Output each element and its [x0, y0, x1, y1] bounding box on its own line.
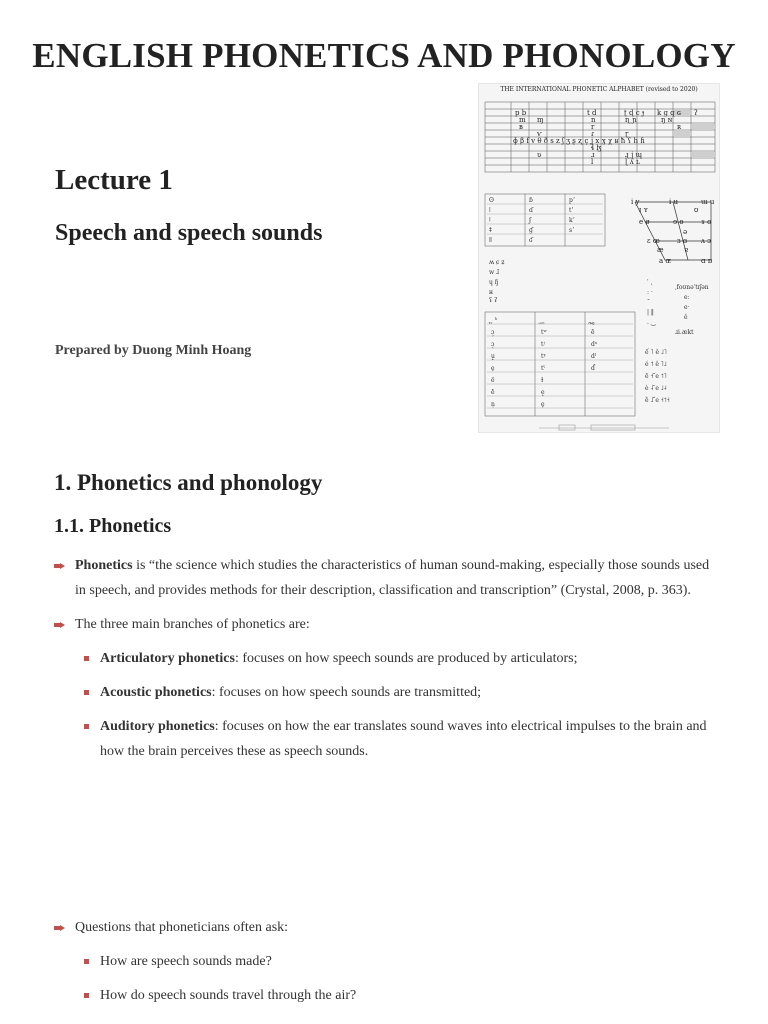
definition-term: Phonetics — [75, 558, 133, 573]
svg-text:ʛ: ʛ — [529, 237, 533, 244]
svg-text:æ: æ — [657, 246, 664, 254]
svg-text:w ɺ: w ɺ — [489, 269, 500, 276]
svg-text:n̩: n̩ — [491, 401, 495, 408]
svg-text:ɪ ʏ: ɪ ʏ — [639, 206, 649, 214]
lecture-subtitle: Speech and speech sounds — [55, 220, 323, 246]
svg-text:e̽: e̽ — [491, 389, 495, 396]
svg-text:ë: ë — [491, 377, 495, 384]
svg-text:pʼ: pʼ — [569, 197, 575, 204]
svg-text:tʷ: tʷ — [541, 329, 547, 336]
bullet-square-icon — [84, 724, 89, 729]
svg-text:ɾ: ɾ — [591, 130, 595, 138]
svg-text:ɗ: ɗ — [529, 207, 534, 214]
subsection-heading: 1.1. Phonetics — [54, 515, 172, 537]
bullet-square-icon — [84, 690, 89, 695]
svg-text:ɘ ɵ: ɘ ɵ — [673, 218, 684, 226]
svg-text:ē ˧ ᷄e ˦˥: ē ˧ ᷄e ˦˥ — [645, 373, 667, 380]
svg-text:ˌfoʊnəˈtɪʃən: ˌfoʊnəˈtɪʃən — [675, 284, 709, 291]
svg-text:ɬ ɮ: ɬ ɮ — [591, 144, 602, 152]
svg-text:ɫ: ɫ — [541, 377, 544, 384]
branch-item-auditory — [100, 714, 750, 764]
svg-text:tʼ: tʼ — [569, 207, 574, 214]
svg-text:ȅ ˩ ᷈e ˧˦˧: ȅ ˩ ᷈e ˧˦˧ — [645, 397, 670, 404]
branch-term: Auditory phonetics — [100, 719, 215, 734]
svg-text:ɳ ɲ: ɳ ɲ — [625, 116, 637, 124]
svg-text:eː: eː — [684, 294, 690, 301]
svg-text:ː ˑ: ː ˑ — [647, 289, 653, 296]
svg-text:ế ˥ ě ˩˥: ế ˥ ě ˩˥ — [645, 349, 667, 356]
svg-text:ɤ o: ɤ o — [701, 218, 712, 226]
svg-text:ǃ: ǃ — [489, 217, 491, 224]
svg-text:ɨ ʉ: ɨ ʉ — [669, 198, 678, 206]
svg-text:ʀ: ʀ — [677, 123, 682, 131]
svg-text:̪ ̺ ̻: ̪ ̺ ̻ — [591, 317, 595, 324]
svg-text:m: m — [519, 116, 526, 124]
branch-description-line2: how the brain perceives these as speech sounds. — [100, 744, 369, 759]
svg-text:ʄ: ʄ — [529, 217, 532, 224]
svg-text:ʔ: ʔ — [694, 109, 698, 117]
bullet-arrow-icon — [54, 622, 65, 628]
branch-term: Articulatory phonetics — [100, 651, 235, 666]
svg-text:| ‖: | ‖ — [647, 309, 654, 316]
svg-text:ɓ: ɓ — [529, 197, 533, 204]
questions-intro: Questions that phoneticians often ask: — [75, 920, 289, 935]
svg-text:ʙ: ʙ — [519, 123, 523, 131]
svg-text:ɔ̹: ɔ̹ — [491, 329, 495, 336]
svg-text:ɥ ɧ: ɥ ɧ — [489, 279, 499, 286]
author-credit: Prepared by Duong Minh Hoang — [55, 343, 252, 358]
branches-intro: The three main branches of phonetics are: — [75, 617, 310, 632]
svg-text:ɯ u: ɯ u — [701, 198, 715, 206]
svg-text:è ˨ ᷅e ˩˨: è ˨ ᷅e ˩˨ — [645, 385, 667, 392]
svg-text:ʈ ɖ c ɟ: ʈ ɖ c ɟ — [624, 109, 645, 117]
svg-text:ɑ ɒ: ɑ ɒ — [701, 257, 713, 265]
svg-text:ɹ: ɹ — [591, 151, 595, 159]
svg-text:ɠ: ɠ — [529, 227, 534, 234]
svg-text:r: r — [591, 123, 595, 131]
svg-text:̤ ̰ ̼: ̤ ̰ ̼ — [541, 317, 545, 324]
svg-text:t d: t d — [587, 109, 597, 117]
svg-text:ŋ ɴ: ŋ ɴ — [661, 116, 673, 124]
svg-text:tˤ: tˤ — [541, 365, 546, 372]
ipa-chart-graphic — [479, 84, 719, 432]
svg-text:ɹi.ækt: ɹi.ækt — [675, 329, 694, 336]
svg-text:sʼ: sʼ — [569, 227, 574, 234]
svg-text:ʊ: ʊ — [694, 206, 699, 214]
lecture-number: Lecture 1 — [55, 164, 173, 196]
svg-text:ɐ: ɐ — [684, 246, 689, 254]
definition-text-line2: in speech, and provides methods for their description, classification and transcription” (Crystal, 2008, p. 363). — [75, 583, 691, 598]
svg-text:ɔ̜: ɔ̜ — [491, 341, 495, 348]
svg-text:ǂ: ǂ — [489, 227, 492, 234]
svg-text:e̠: e̠ — [491, 365, 495, 372]
svg-text:e ø: e ø — [639, 218, 650, 226]
svg-text:ʘ: ʘ — [489, 197, 494, 204]
svg-text:l: l — [591, 158, 594, 166]
svg-text:n: n — [591, 116, 596, 124]
svg-text:ẽ: ẽ — [591, 329, 595, 336]
svg-text:p b: p b — [515, 109, 527, 117]
svg-text:ɭ ʎ ʟ: ɭ ʎ ʟ — [625, 158, 640, 166]
svg-text:ˈ ˌ: ˈ ˌ — [647, 279, 653, 286]
svg-text:ǀ: ǀ — [489, 207, 491, 214]
svg-text:ɻ j ɰ: ɻ j ɰ — [625, 151, 643, 159]
bullet-arrow-icon — [54, 563, 65, 569]
branch-term: Acoustic phonetics — [100, 685, 212, 700]
svg-text:. ‿: . ‿ — [647, 319, 656, 326]
svg-text:e̞: e̞ — [541, 401, 545, 408]
svg-text:u̟: u̟ — [491, 353, 495, 360]
svg-text:eˑ: eˑ — [684, 304, 690, 311]
svg-text:k ɡ q ɢ: k ɡ q ɢ — [657, 109, 681, 117]
bullet-square-icon — [84, 959, 89, 964]
bullet-arrow-icon — [54, 925, 65, 931]
svg-text:e̝: e̝ — [541, 389, 545, 396]
svg-text:˘: ˘ — [647, 299, 650, 306]
svg-text:ɛ œ: ɛ œ — [647, 237, 660, 245]
branch-item-articulatory — [100, 646, 577, 671]
question-item: How are speech sounds made? — [100, 954, 272, 969]
svg-text:tʲ: tʲ — [541, 341, 545, 348]
svg-text:ɱ: ɱ — [537, 116, 544, 124]
svg-text:ʜ: ʜ — [489, 289, 493, 296]
question-item: How do speech sounds travel through the air? — [100, 988, 357, 1003]
svg-text:ɸ β f v θ ð s z ʃ ʒ ʂ ʐ ç ʝ x: ɸ β f v θ ð s z ʃ ʒ ʂ ʐ ç ʝ x ɣ χ ʁ ħ ʕ h ɦ — [513, 137, 645, 145]
definition-paragraph — [75, 553, 745, 603]
branch-description: : focuses on how the ear translates sound waves into electrical impulses to the brain and — [214, 719, 707, 734]
branch-description: : focuses on how speech sounds are produced by articulators; — [234, 651, 578, 666]
definition-text-line1: is “the science which studies the characteristics of human sound-making, especially those sounds used — [132, 558, 710, 573]
section-heading: 1. Phonetics and phonology — [54, 470, 323, 495]
svg-text:tˠ: tˠ — [541, 353, 546, 360]
svg-text:ɽ: ɽ — [625, 130, 629, 138]
svg-text:é ˦ ê ˥˩: é ˦ ê ˥˩ — [645, 361, 667, 368]
svg-text:i y: i y — [631, 198, 640, 206]
ipa-chart-image — [478, 83, 720, 433]
branch-description: : focuses on how speech sounds are transmitted; — [211, 685, 482, 700]
bullet-square-icon — [84, 993, 89, 998]
svg-text:ǁ: ǁ — [489, 237, 492, 244]
svg-text:̥ ̬ ʰ: ̥ ̬ ʰ — [491, 317, 498, 324]
svg-text:ʍ ɕ ʑ: ʍ ɕ ʑ — [489, 259, 505, 266]
svg-text:ⱱ: ⱱ — [537, 130, 542, 138]
branch-item-acoustic — [100, 680, 481, 705]
ipa-chart-title: THE INTERNATIONAL PHONETIC ALPHABET (revised to 2020) — [500, 86, 698, 93]
svg-text:dˡ: dˡ — [591, 353, 597, 360]
document-title: ENGLISH PHONETICS AND PHONOLOGY — [32, 36, 736, 75]
svg-text:dⁿ: dⁿ — [591, 341, 598, 348]
svg-text:ə: ə — [683, 228, 688, 236]
svg-text:ʋ: ʋ — [537, 151, 542, 159]
svg-text:ɜ ɞ: ɜ ɞ — [677, 237, 688, 245]
bullet-square-icon — [84, 656, 89, 661]
svg-text:ĕ: ĕ — [684, 314, 688, 321]
svg-text:a ɶ: a ɶ — [659, 257, 671, 265]
svg-text:ʌ ɔ: ʌ ɔ — [701, 237, 712, 245]
svg-text:ʢ ʡ: ʢ ʡ — [489, 297, 498, 304]
svg-text:kʼ: kʼ — [569, 217, 575, 224]
svg-text:d̚: d̚ — [591, 365, 595, 372]
